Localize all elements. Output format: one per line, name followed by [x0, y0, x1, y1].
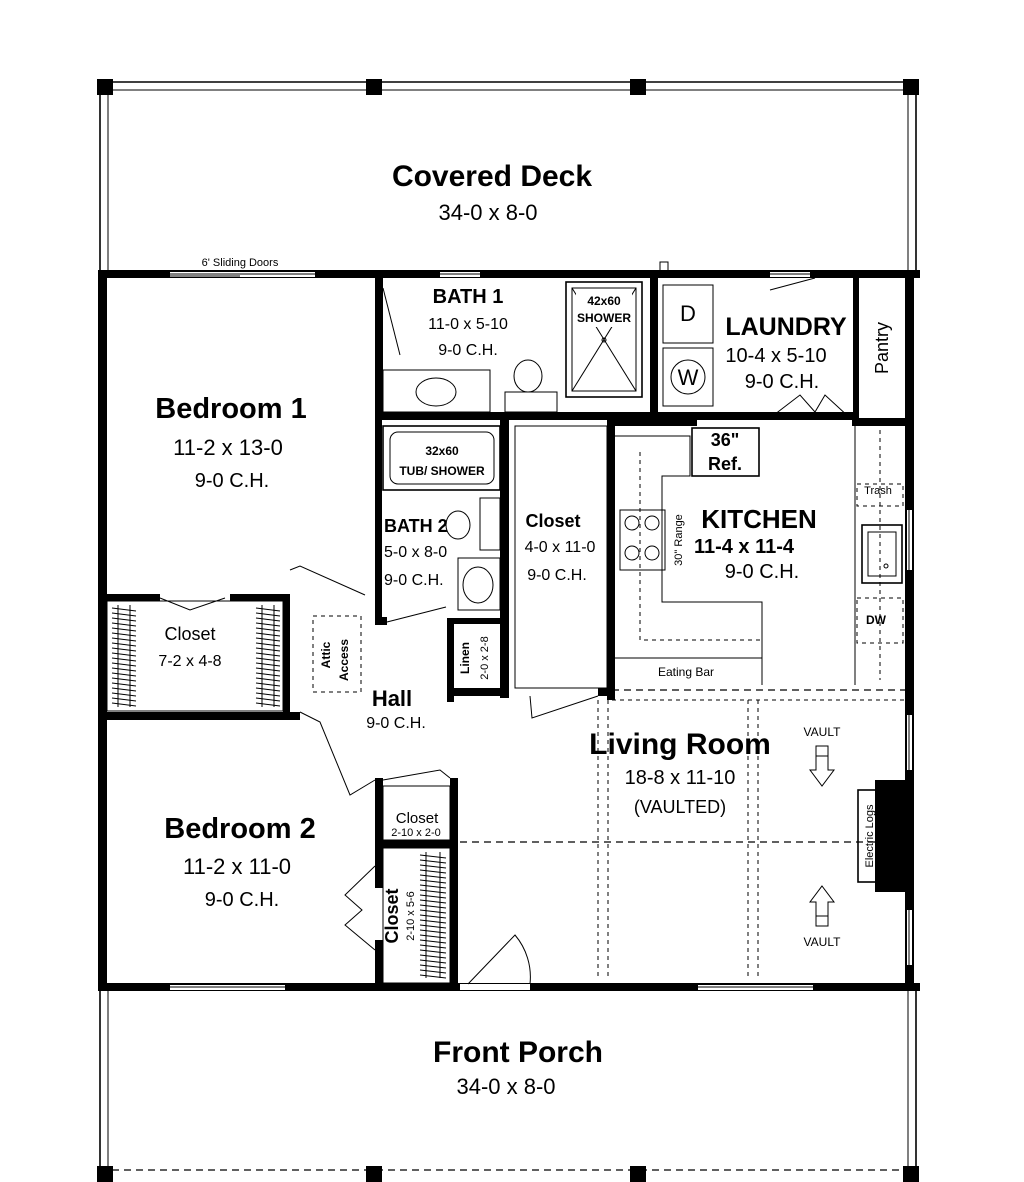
toilet-icon	[446, 511, 470, 539]
vault-top-label: VAULT	[803, 725, 841, 739]
vault-bottom-label: VAULT	[803, 935, 841, 949]
closet-small	[383, 786, 450, 840]
deck-post	[903, 79, 919, 95]
trash-label: Trash	[864, 485, 892, 497]
closet-hatch-line	[112, 693, 136, 696]
closet-hatch-line	[420, 910, 446, 913]
bath-2	[383, 426, 500, 622]
closet-hatch-line	[112, 698, 136, 701]
bath-2-dims: 5-0 x 8-0	[384, 544, 448, 561]
laundry-title: LAUNDRY	[725, 313, 847, 341]
closet-hatch-line	[256, 613, 280, 616]
closet-hatch-line	[256, 658, 280, 661]
kitchen-dims: 11-4 x 11-4	[693, 536, 795, 558]
fridge-size: 36"	[710, 430, 740, 450]
closet-hatch-line	[112, 673, 136, 676]
linen	[458, 636, 491, 679]
bath-1-ceiling: 9-0 C.H.	[438, 342, 498, 359]
closet-center	[515, 426, 607, 718]
dryer-label: D	[680, 301, 696, 326]
closet-b1-dims: 7-2 x 4-8	[158, 653, 222, 670]
pantry	[872, 322, 892, 374]
shower-label: SHOWER	[577, 311, 631, 325]
fridge-label: Ref.	[707, 454, 743, 474]
closet-bedroom-1	[107, 598, 283, 711]
laundry	[660, 262, 850, 418]
closet-hatch-line	[420, 900, 446, 903]
closet-hatch-line	[112, 663, 136, 666]
closet-b2-title: Closet	[382, 888, 402, 944]
closet-hatch-line	[256, 693, 280, 696]
front-porch	[97, 990, 919, 1182]
closet-hatch-line	[420, 855, 446, 858]
closet-bedroom-2	[382, 848, 450, 983]
closet-hatch-line	[112, 678, 136, 681]
living-room	[460, 690, 907, 978]
closet-hatch-line	[256, 663, 280, 666]
bedroom-1-title: Bedroom 1	[155, 393, 307, 425]
kitchen-ceiling: 9-0 C.H.	[724, 561, 800, 583]
closet-hatch-line	[112, 613, 136, 616]
closet-hatch-line	[420, 935, 446, 938]
closet-hatch-line	[112, 618, 136, 621]
bedroom-1	[155, 288, 400, 595]
dishwasher-label: DW	[866, 613, 886, 627]
hanging-rod	[420, 852, 446, 978]
laundry-ceiling: 9-0 C.H.	[744, 371, 820, 393]
closet-hatch-line	[420, 940, 446, 943]
closet-center-dims: 4-0 x 11-0	[524, 539, 596, 556]
closet-hatch-line	[420, 915, 446, 918]
closet-hatch-line	[420, 950, 446, 953]
closet-hatch-line	[256, 608, 280, 611]
closet-hatch-line	[256, 683, 280, 686]
tub-label: TUB/ SHOWER	[399, 464, 485, 478]
covered-deck-dims: 34-0 x 8-0	[438, 200, 538, 225]
porch-post	[903, 1166, 919, 1182]
closet-hatch-line	[112, 638, 136, 641]
closet-hatch-line	[420, 895, 446, 898]
deck-post	[97, 79, 113, 95]
closet-hatch-line	[420, 920, 446, 923]
closet-hatch-line	[420, 930, 446, 933]
porch-post	[366, 1166, 382, 1182]
sliding-doors-note: 6' Sliding Doors	[201, 257, 279, 269]
front-porch-title: Front Porch	[433, 1036, 603, 1069]
attic-line2: Access	[337, 638, 351, 682]
covered-deck	[97, 79, 919, 272]
closet-hatch-line	[112, 703, 136, 706]
closet-hatch-line	[256, 623, 280, 626]
closet-center-ceiling: 9-0 C.H.	[527, 567, 587, 584]
vault-arrow-up-icon	[810, 886, 834, 926]
closet-hatch-line	[256, 678, 280, 681]
closet-hatch-line	[112, 608, 136, 611]
bedroom-2-title: Bedroom 2	[164, 813, 316, 845]
living-room-dims: 18-8 x 11-10	[624, 767, 736, 789]
shower-size: 42x60	[587, 294, 621, 308]
closet-hatch-line	[112, 688, 136, 691]
kitchen	[615, 426, 903, 685]
tub-size: 32x60	[425, 444, 459, 458]
bedroom-2-dims: 11-2 x 11-0	[182, 854, 292, 879]
hanging-rod-right	[256, 605, 280, 707]
closet-small-title: Closet	[395, 810, 439, 827]
closet-hatch-line	[112, 633, 136, 636]
closet-hatch-line	[256, 653, 280, 656]
closet-hatch-line	[256, 668, 280, 671]
hall	[300, 616, 450, 795]
kitchen-title: KITCHEN	[701, 504, 817, 534]
bath-2-ceiling: 9-0 C.H.	[384, 572, 444, 589]
linen-title: Linen	[458, 642, 472, 674]
bedroom-2	[164, 813, 375, 950]
closet-b2-dims: 2-10 x 5-6	[405, 891, 417, 941]
range-label: 30" Range	[673, 514, 685, 566]
covered-deck-title: Covered Deck	[391, 160, 593, 193]
closet-hatch-line	[112, 658, 136, 661]
hall-title: Hall	[371, 686, 413, 711]
closet-hatch-line	[256, 698, 280, 701]
closet-hatch-line	[256, 618, 280, 621]
closet-hatch-line	[256, 643, 280, 646]
closet-b1-title: Closet	[164, 624, 216, 644]
bedroom-1-dims: 11-2 x 13-0	[173, 435, 283, 460]
closet-hatch-line	[420, 960, 446, 963]
closet-hatch-line	[256, 703, 280, 706]
closet-hatch-line	[256, 638, 280, 641]
laundry-dims: 10-4 x 5-10	[725, 345, 827, 367]
closet-hatch-line	[420, 965, 446, 968]
closet-hatch-line	[420, 870, 446, 873]
closet-center-title: Closet	[525, 511, 581, 531]
deck-post	[630, 79, 646, 95]
closet-hatch-line	[112, 643, 136, 646]
vault-arrow-down-icon	[810, 746, 834, 786]
bedroom-2-ceiling: 9-0 C.H.	[204, 889, 280, 911]
closet-hatch-line	[420, 880, 446, 883]
bath-1-title: BATH 1	[432, 286, 504, 308]
closet-hatch-line	[420, 925, 446, 928]
eating-bar-label: Eating Bar	[657, 665, 715, 679]
closet-hatch-line	[112, 668, 136, 671]
washer-label: W	[677, 365, 699, 390]
living-room-note: (VAULTED)	[633, 797, 727, 817]
closet-small-dims: 2-10 x 2-0	[391, 827, 441, 839]
closet-hatch-line	[420, 865, 446, 868]
closet-hatch-line	[256, 633, 280, 636]
fireplace-label: Electric Logs	[864, 804, 876, 868]
closet-hatch-line	[420, 905, 446, 908]
pantry-label: Pantry	[872, 321, 892, 375]
closet-hatch-line	[112, 628, 136, 631]
closet-hatch-line	[420, 875, 446, 878]
sink-icon	[416, 378, 456, 406]
bath-2-title: BATH 2	[384, 516, 448, 536]
closet-hatch-line	[112, 683, 136, 686]
closet-hatch-line	[112, 648, 136, 651]
toilet-icon	[514, 360, 542, 392]
closet-hatch-line	[256, 673, 280, 676]
shower	[566, 282, 642, 397]
deck-post	[366, 79, 382, 95]
closet-hatch-line	[112, 653, 136, 656]
front-porch-dims: 34-0 x 8-0	[456, 1074, 556, 1099]
bath-1	[383, 286, 557, 412]
closet-hatch-line	[420, 860, 446, 863]
attic-line1: Attic	[319, 641, 333, 669]
porch-post	[630, 1166, 646, 1182]
sink-icon	[463, 567, 493, 603]
bath-1-dims: 11-0 x 5-10	[428, 316, 508, 333]
closet-hatch-line	[256, 648, 280, 651]
closet-hatch-line	[420, 890, 446, 893]
closet-hatch-line	[256, 628, 280, 631]
porch-post	[97, 1166, 113, 1182]
hanging-rod-left	[112, 605, 136, 707]
closet-hatch-line	[112, 623, 136, 626]
closet-hatch-line	[256, 688, 280, 691]
hall-ceiling: 9-0 C.H.	[366, 715, 426, 732]
living-room-title: Living Room	[589, 728, 771, 761]
closet-hatch-line	[420, 955, 446, 958]
linen-dims: 2-0 x 2-8	[479, 636, 491, 680]
closet-hatch-line	[420, 975, 446, 978]
bedroom-1-ceiling: 9-0 C.H.	[194, 470, 270, 492]
closet-hatch-line	[420, 970, 446, 973]
closet-hatch-line	[420, 945, 446, 948]
closet-hatch-line	[420, 885, 446, 888]
